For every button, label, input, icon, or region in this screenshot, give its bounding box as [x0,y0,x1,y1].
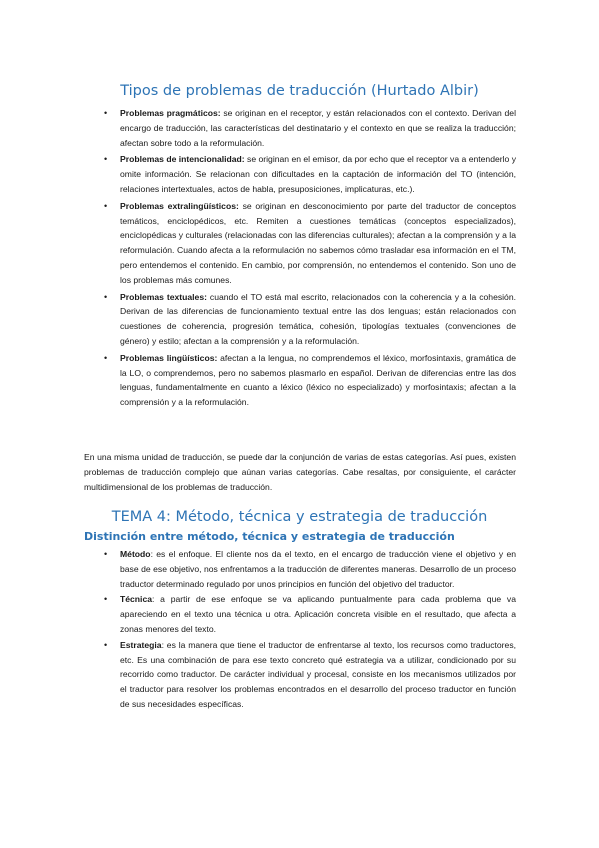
method-technique-strategy-list [104,547,516,713]
bullet-icon: • [104,154,108,165]
item-text: se originan en el receptor, y están relacionados con el contexto. Derivan del encargo de traducción, las características del destinatario y el contexto en que se realiza la traducción; afectan sobre todo a la reformulación. [120,108,516,148]
list-item [104,351,516,410]
bullet-icon: • [104,291,108,302]
problem-types-list [104,106,516,412]
list-item [104,152,516,196]
item-text: se originan en desconocimiento por parte del traductor de conceptos temáticos, enciclopédicos, etc. Remiten a cuestiones temáticas (conceptos especializados), enciclopédicas y culturales (relacionadas con las diferencias culturales); afectan a la comprensión y a la reformulación. Cuando afecta a la reformulación no sabemos cómo trasladar esa información en el TM, pero entendemos el contenido. En cambio, por comprensión, no entendemos el contenido. Son uno de los problemas más comunes. [120,200,516,285]
bullet-icon: • [104,639,108,650]
bullet-icon: • [104,352,108,363]
item-term: Problemas lingüísticos: [120,352,218,363]
item-text: : a partir de ese enfoque se va aplicando puntualmente para cada problema que va apareciendo en el texto una técnica u otra. Aplicación concreta visible en el resultado, que afecta a zonas menores del texto. [120,594,516,634]
bullet-icon: • [104,594,108,605]
subsection-title: Distinción entre método, técnica y estrategia de traducción [84,530,455,543]
summary-paragraph: En una misma unidad de traducción, se puede dar la conjunción de varias de estas categorías. Así pues, existen problemas de traducción complejo que aúnan varias categorías. Cabe resaltas, por consiguiente, el carácter multidimensional de los problemas de traducción. [84,452,516,492]
item-term: Problemas pragmáticos: [120,108,221,118]
item-term: Problemas textuales: [120,291,207,302]
bullet-icon: • [104,108,108,118]
list-item [104,290,516,349]
bullet-icon: • [104,549,108,559]
list-item [104,106,516,150]
item-term: Estrategia [120,639,162,650]
list-item [104,547,516,591]
section-title-tema4: TEMA 4: Método, técnica y estrategia de traducción [111,509,488,525]
section-title-problem-types: Tipos de problemas de traducción (Hurtado Albir) [120,83,479,99]
item-text: : es la manera que tiene el traductor de enfrentarse al texto, los recursos como traductores, etc. Es una combinación de para ese texto concreto qué estrategia va a utilizar, condicionado por su recorrido como traductor. De carácter individual y procesal, consiste en los mecanismos utilizados por el traductor para resolver los problemas encontrados en el desarrollo del proceso traductor en función de sus necesidades específicas. [120,639,516,709]
item-text: cuando el TO está mal escrito, relacionados con la coherencia y a la cohesión. Derivan de las diferencias de funcionamiento textual entre las dos lenguas; están relacionados con cuestiones de coherencia, progresión temática, cohesión, tipologías textuales (convenciones de género) y estilo; afectan a la comprensión y a la reformulación. [120,291,516,346]
list-item [104,199,516,288]
item-term: Problemas extralingüísticos: [120,200,239,211]
list-item [104,592,516,636]
item-text: afectan a la lengua, no comprendemos el léxico, morfosintaxis, gramática de la LO, o comprendemos, pero no sabemos plasmarlo en español. Derivan de diferencias entre las dos lenguas, fundamentalmente en cuanto a léxico (léxico no especializado) y morfosintaxis; afectan a la comprensión y a la reformulación. [120,352,516,408]
item-term: Problemas de intencionalidad: [120,154,245,165]
list-item [104,638,516,712]
item-term: Método [120,549,151,559]
item-text: se originan en el emisor, da por echo que el receptor va a entenderlo y omite información. Se relacionan con dificultades en la captación de información del TO (intención, relaciones intertextuales, actos de habla, presuposiciones, implicaturas, etc.). [120,154,516,194]
bullet-icon: • [104,200,108,211]
item-term: Técnica [120,594,153,605]
item-text: : es el enfoque. El cliente nos da el texto, en el encargo de traducción viene el objetivo y en base de ese objetivo, nos enfrentamos a la traducción de diferentes maneras. Desarrollo de un proceso traductor determinado regulado por unos principios en función del objetivo del traductor. [120,549,516,589]
